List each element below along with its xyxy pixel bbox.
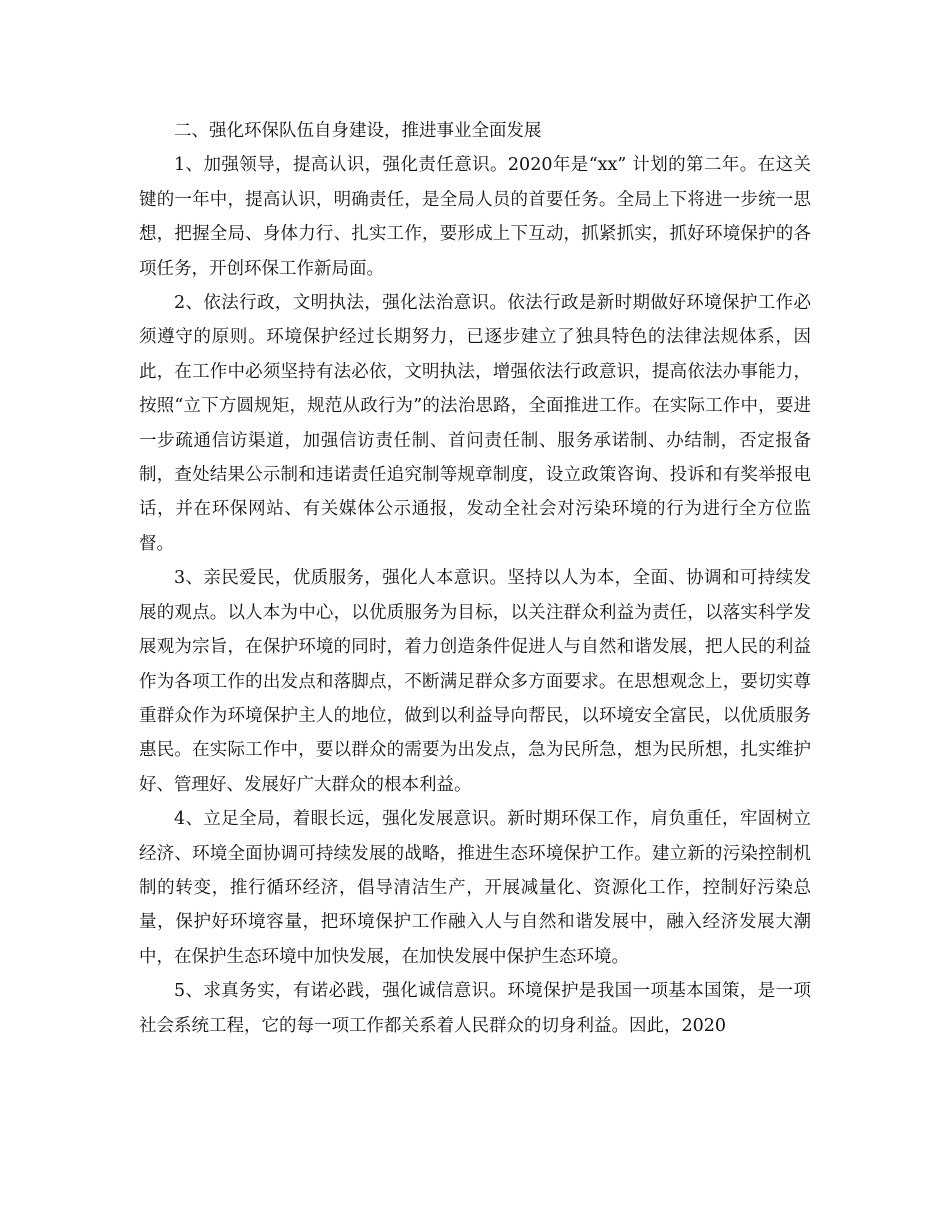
section-heading: 二、强化环保队伍自身建设，推进事业全面发展 <box>174 121 542 141</box>
paragraph-4: 4、立足全局，着眼长远，强化发展意识。新时期环保工作，肩负重任，牢固树立经济、环境全面协调可持续发展的战略，推进生态环境保护工作。建立新的污染控制机制的转变，推行循环经济，倡导清洁生产，开展减量化、资源化工作，控制好污染总量，保护好环境容量，把环境保护工作融入人与自然和谐发展中，融入经济发展大潮中，在保护生态环境中加快发展，在加快发展中保护生态环境。 <box>139 809 811 967</box>
paragraph-3: 3、亲民爱民，优质服务，强化人本意识。坚持以人为本，全面、协调和可持续发展的观点。以人本为中心，以优质服务为目标，以关注群众利益为责任，以落实科学发展观为宗旨，在保护环境的同时，着力创造条件促进人与自然和谐发展，把人民的利益作为各项工作的出发点和落脚点，不断满足群众多方面要求。在思想观念上，要切实尊重群众作为环境保护主人的地位，做到以利益导向帮民，以环境安全富民，以优质服务惠民。在实际工作中，要以群众的需要为出发点，急为民所急，想为民所想，扎实维护好、管理好、发展好广大群众的根本利益。 <box>139 568 811 795</box>
document-body <box>139 114 811 1043</box>
paragraph-2: 2、依法行政，文明执法，强化法治意识。依法行政是新时期做好环境保护工作必须遵守的原则。环境保护经过长期努力，已逐步建立了独具特色的法律法规体系，因此，在工作中必须坚持有法必依，文明执法，增强依法行政意识，提高依法办事能力，按照“立下方圆规矩，规范从政行为”的法治思路，全面推进工作。在实际工作中，要进一步疏通信访渠道，加强信访责任制、首问责任制、服务承诺制、办结制，否定报备制，查处结果公示制和违诺责任追究制等规章制度，设立政策咨询、投诉和有奖举报电话，并在环保网站、有关媒体公示通报，发动全社会对污染环境的行为进行全方位监督。 <box>139 293 811 554</box>
paragraph-1: 1、加强领导，提高认识，强化责任意识。2020年是“xx” 计划的第二年。在这关键的一年中，提高认识，明确责任，是全局人员的首要任务。全局上下将进一步统一思想，把握全局、身体力行、扎实工作，要形成上下互动，抓紧抓实，抓好环境保护的各项任务，开创环保工作新局面。 <box>139 155 811 279</box>
paragraph-5: 5、求真务实，有诺必践，强化诚信意识。环境保护是我国一项基本国策，是一项社会系统工程，它的每一项工作都关系着人民群众的切身利益。因此，2020 <box>139 981 811 1036</box>
